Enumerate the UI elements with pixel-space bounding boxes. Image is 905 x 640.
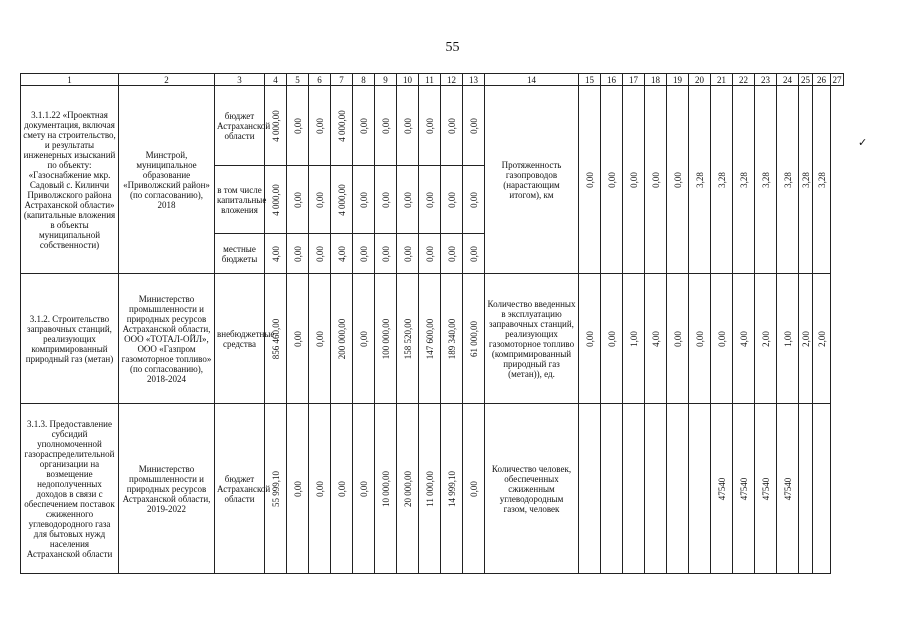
- indicator-value: 47540: [716, 477, 727, 500]
- funding-value: 0,00: [358, 330, 369, 347]
- funding-value-cell: [463, 166, 485, 234]
- funding-value-cell: [397, 86, 419, 166]
- funding-value-cell: [353, 86, 375, 166]
- funding-value-cell: [353, 404, 375, 574]
- funding-value-cell: [397, 274, 419, 404]
- funding-value-cell: [441, 274, 463, 404]
- program-table: [20, 73, 844, 574]
- funding-value: 0,00: [314, 117, 325, 134]
- executor-name: Министерство промышленности и природных ресурсов Астраханской области, ООО «ТОТАЛ-ОЙЛ», ООО «Газпром газомоторное топливо» (по согласованию), 2018-2024: [119, 274, 215, 404]
- funding-value: 0,00: [424, 191, 435, 208]
- check-mark-icon: ✓: [858, 137, 868, 149]
- table-row: [21, 86, 844, 166]
- column-number: 26: [813, 74, 831, 86]
- funding-value: 0,00: [468, 191, 479, 208]
- funding-value: 158 520,00: [402, 318, 413, 359]
- funding-value-cell: [375, 234, 397, 274]
- funding-value: 0,00: [292, 480, 303, 497]
- indicator-value-cell: [755, 404, 777, 574]
- indicator-value-cell: [777, 86, 799, 274]
- funding-value-cell: [309, 234, 331, 274]
- funding-value-cell: [441, 86, 463, 166]
- funding-value-cell: [353, 166, 375, 234]
- funding-value: 55 999,10: [270, 470, 281, 507]
- funding-value-cell: [463, 234, 485, 274]
- funding-value: 4 000,00: [336, 183, 347, 216]
- funding-value: 20 000,00: [402, 470, 413, 507]
- funding-value-cell: [265, 166, 287, 234]
- column-number: 22: [733, 74, 755, 86]
- indicator-value-cell: [799, 274, 813, 404]
- funding-source: бюджет Астраханской области: [215, 404, 265, 574]
- column-number: 15: [579, 74, 601, 86]
- indicator-value: 0,00: [584, 171, 595, 188]
- funding-value: 147 600,00: [424, 318, 435, 359]
- indicator-value: 0,00: [672, 330, 683, 347]
- indicator-value: 1,00: [782, 330, 793, 347]
- funding-value: 0,00: [292, 330, 303, 347]
- table-row: [21, 404, 844, 574]
- indicator-value-cell: [799, 404, 813, 574]
- column-number: 23: [755, 74, 777, 86]
- funding-value-cell: [287, 404, 309, 574]
- funding-value-cell: [265, 86, 287, 166]
- column-number: 8: [353, 74, 375, 86]
- indicator-value: 4,00: [738, 330, 749, 347]
- funding-value-cell: [265, 274, 287, 404]
- indicator-value-cell: [601, 86, 623, 274]
- indicator-value-cell: [601, 404, 623, 574]
- indicator-value-cell: [689, 86, 711, 274]
- indicator-value-cell: [689, 404, 711, 574]
- table-row: [21, 274, 844, 404]
- funding-value-cell: [375, 86, 397, 166]
- indicator-value-cell: [579, 404, 601, 574]
- funding-value-cell: [331, 86, 353, 166]
- funding-value-cell: [331, 274, 353, 404]
- executor-name: Министерство промышленности и природных ресурсов Астраханской области, 2019-2022: [119, 404, 215, 574]
- funding-value-cell: [353, 234, 375, 274]
- indicator-value: 3,28: [716, 171, 727, 188]
- indicator-name: Протяженность газопроводов (нарастающим итогом), км: [485, 86, 579, 274]
- indicator-value: 1,00: [628, 330, 639, 347]
- indicator-value: 3,28: [738, 171, 749, 188]
- column-number: 12: [441, 74, 463, 86]
- column-number: 6: [309, 74, 331, 86]
- indicator-value: 4,00: [650, 330, 661, 347]
- funding-value-cell: [463, 86, 485, 166]
- funding-value-cell: [287, 274, 309, 404]
- column-number: 7: [331, 74, 353, 86]
- funding-value: 0,00: [314, 330, 325, 347]
- funding-value: 4 000,00: [336, 109, 347, 142]
- funding-value: 0,00: [402, 191, 413, 208]
- indicator-name: Количество человек, обеспеченных сжиженным углеводородным газом, человек: [485, 404, 579, 574]
- indicator-value-cell: [645, 86, 667, 274]
- indicator-value: 0,00: [716, 330, 727, 347]
- indicator-value-cell: [755, 274, 777, 404]
- funding-value-cell: [419, 234, 441, 274]
- column-number: 19: [667, 74, 689, 86]
- funding-value-cell: [419, 86, 441, 166]
- indicator-value-cell: [579, 86, 601, 274]
- funding-value-cell: [375, 166, 397, 234]
- funding-value: 0,00: [402, 245, 413, 262]
- indicator-value: 47540: [738, 477, 749, 500]
- indicator-value: 0,00: [694, 330, 705, 347]
- funding-value: 200 000,00: [336, 318, 347, 359]
- funding-value-cell: [331, 166, 353, 234]
- indicator-value-cell: [777, 274, 799, 404]
- funding-value: 0,00: [358, 245, 369, 262]
- funding-value: 11 000,00: [424, 470, 435, 507]
- indicator-value-cell: [623, 86, 645, 274]
- indicator-value-cell: [645, 404, 667, 574]
- funding-value-cell: [331, 404, 353, 574]
- funding-value-cell: [287, 86, 309, 166]
- funding-value-cell: [353, 274, 375, 404]
- funding-value-cell: [265, 404, 287, 574]
- indicator-value: 3,28: [782, 171, 793, 188]
- column-number: 20: [689, 74, 711, 86]
- indicator-value: 3,28: [760, 171, 771, 188]
- activity-name: 3.1.1.22 «Проектная документация, включая смету на строительство, и результаты инженерных изысканий по объекту: «Газоснабжение мкр. Садовый с. Килинчи Приволжского района Астраханской области» (капитальные вложения в объекты муниципальной собственности): [21, 86, 119, 274]
- funding-value: 0,00: [468, 117, 479, 134]
- indicator-value-cell: [777, 404, 799, 574]
- funding-value-cell: [309, 166, 331, 234]
- column-number: 13: [463, 74, 485, 86]
- funding-value-cell: [397, 234, 419, 274]
- column-number: 4: [265, 74, 287, 86]
- indicator-value: 0,00: [584, 330, 595, 347]
- indicator-value: 2,00: [800, 330, 811, 347]
- funding-value: 4,00: [270, 245, 281, 262]
- funding-value: 10 000,00: [380, 470, 391, 507]
- activity-name: 3.1.2. Строительство заправочных станций, реализующих компримированный природный газ (метан): [21, 274, 119, 404]
- indicator-value: 0,00: [606, 330, 617, 347]
- funding-value: 0,00: [446, 117, 457, 134]
- funding-value: 4 000,00: [270, 183, 281, 216]
- funding-value: 189 340,00: [446, 318, 457, 359]
- indicator-value-cell: [733, 404, 755, 574]
- funding-value: 0,00: [468, 480, 479, 497]
- funding-value: 0,00: [292, 117, 303, 134]
- funding-value: 0,00: [314, 191, 325, 208]
- indicator-value-cell: [733, 274, 755, 404]
- column-number: 16: [601, 74, 623, 86]
- funding-value-cell: [441, 404, 463, 574]
- funding-value: 0,00: [380, 245, 391, 262]
- funding-value: 0,00: [292, 245, 303, 262]
- funding-value-cell: [287, 166, 309, 234]
- funding-value-cell: [419, 404, 441, 574]
- column-number: 17: [623, 74, 645, 86]
- funding-value: 0,00: [314, 245, 325, 262]
- funding-value-cell: [331, 234, 353, 274]
- funding-value: 4 000,00: [270, 109, 281, 142]
- funding-value: 0,00: [380, 191, 391, 208]
- indicator-value: 3,28: [694, 171, 705, 188]
- executor-name: Минстрой, муниципальное образование «Приволжский район» (по согласованию), 2018: [119, 86, 215, 274]
- indicator-value: 2,00: [816, 330, 827, 347]
- funding-value: 0,00: [292, 191, 303, 208]
- funding-value: 0,00: [358, 480, 369, 497]
- column-number: 5: [287, 74, 309, 86]
- funding-value: 14 999,10: [446, 470, 457, 507]
- indicator-value-cell: [623, 274, 645, 404]
- indicator-value-cell: [813, 86, 831, 274]
- funding-value-cell: [441, 234, 463, 274]
- indicator-value: 0,00: [628, 171, 639, 188]
- indicator-value-cell: [711, 274, 733, 404]
- funding-value: 0,00: [424, 245, 435, 262]
- funding-value: 4,00: [336, 245, 347, 262]
- indicator-value: 0,00: [606, 171, 617, 188]
- funding-value-cell: [309, 274, 331, 404]
- indicator-value: 2,00: [760, 330, 771, 347]
- funding-value-cell: [375, 404, 397, 574]
- column-number: 9: [375, 74, 397, 86]
- funding-value: 0,00: [468, 245, 479, 262]
- column-number-row: [21, 74, 844, 86]
- funding-value: 0,00: [446, 191, 457, 208]
- column-number: 14: [485, 74, 579, 86]
- page-number: 55: [445, 40, 460, 55]
- indicator-value-cell: [645, 274, 667, 404]
- funding-value-cell: [309, 86, 331, 166]
- indicator-value-cell: [799, 86, 813, 274]
- indicator-name: Количество введенных в эксплуатацию заправочных станций, реализующих газомоторное топливо (компримированный природный газ (метан)), ед.: [485, 274, 579, 404]
- column-number: 3: [215, 74, 265, 86]
- funding-value: 856 460,00: [270, 318, 281, 359]
- funding-value-cell: [463, 274, 485, 404]
- column-number: 21: [711, 74, 733, 86]
- indicator-value: 3,28: [800, 171, 811, 188]
- funding-source: бюджет Астраханской области: [215, 86, 265, 166]
- funding-value: 0,00: [446, 245, 457, 262]
- funding-source: в том числе капитальные вложения: [215, 166, 265, 234]
- indicator-value: 47540: [782, 477, 793, 500]
- funding-source: местные бюджеты: [215, 234, 265, 274]
- funding-value: 0,00: [380, 117, 391, 134]
- indicator-value-cell: [667, 274, 689, 404]
- indicator-value-cell: [711, 86, 733, 274]
- indicator-value: 47540: [760, 477, 771, 500]
- activity-name: 3.1.3. Предоставление субсидий уполномоченной газораспределительной организации на возмещение недополученных доходов в связи с обеспечением поставок сжиженного углеводородного газа для бытовых нужд населения Астраханской области: [21, 404, 119, 574]
- indicator-value-cell: [579, 274, 601, 404]
- column-number: 24: [777, 74, 799, 86]
- indicator-value-cell: [689, 274, 711, 404]
- column-number: 10: [397, 74, 419, 86]
- funding-value: 0,00: [424, 117, 435, 134]
- funding-value-cell: [309, 404, 331, 574]
- column-number: 2: [119, 74, 215, 86]
- funding-value: 0,00: [402, 117, 413, 134]
- column-number: 18: [645, 74, 667, 86]
- indicator-value-cell: [711, 404, 733, 574]
- funding-value-cell: [419, 274, 441, 404]
- indicator-value-cell: [755, 86, 777, 274]
- indicator-value-cell: [623, 404, 645, 574]
- funding-value-cell: [287, 234, 309, 274]
- funding-value-cell: [397, 166, 419, 234]
- indicator-value: 0,00: [650, 171, 661, 188]
- indicator-value-cell: [733, 86, 755, 274]
- column-number: 27: [832, 74, 842, 85]
- indicator-value: 0,00: [672, 171, 683, 188]
- indicator-value: 3,28: [816, 171, 827, 188]
- indicator-value-cell: [813, 274, 831, 404]
- funding-value-cell: [397, 404, 419, 574]
- funding-value-cell: [441, 166, 463, 234]
- indicator-value-cell: [813, 404, 831, 574]
- funding-value-cell: [375, 274, 397, 404]
- funding-value: 61 000,00: [468, 320, 479, 357]
- column-number: 11: [419, 74, 441, 86]
- funding-value-cell: [419, 166, 441, 234]
- funding-value: 0,00: [336, 480, 347, 497]
- funding-value-cell: [463, 404, 485, 574]
- funding-value: 0,00: [358, 117, 369, 134]
- indicator-value-cell: [667, 404, 689, 574]
- indicator-value-cell: [667, 86, 689, 274]
- funding-value: 100 000,00: [380, 318, 391, 359]
- funding-value: 0,00: [358, 191, 369, 208]
- funding-value-cell: [265, 234, 287, 274]
- funding-value: 0,00: [314, 480, 325, 497]
- funding-source: внебюджетные средства: [215, 274, 265, 404]
- column-number: 25: [799, 74, 813, 86]
- column-number: 1: [21, 74, 119, 86]
- indicator-value-cell: [601, 274, 623, 404]
